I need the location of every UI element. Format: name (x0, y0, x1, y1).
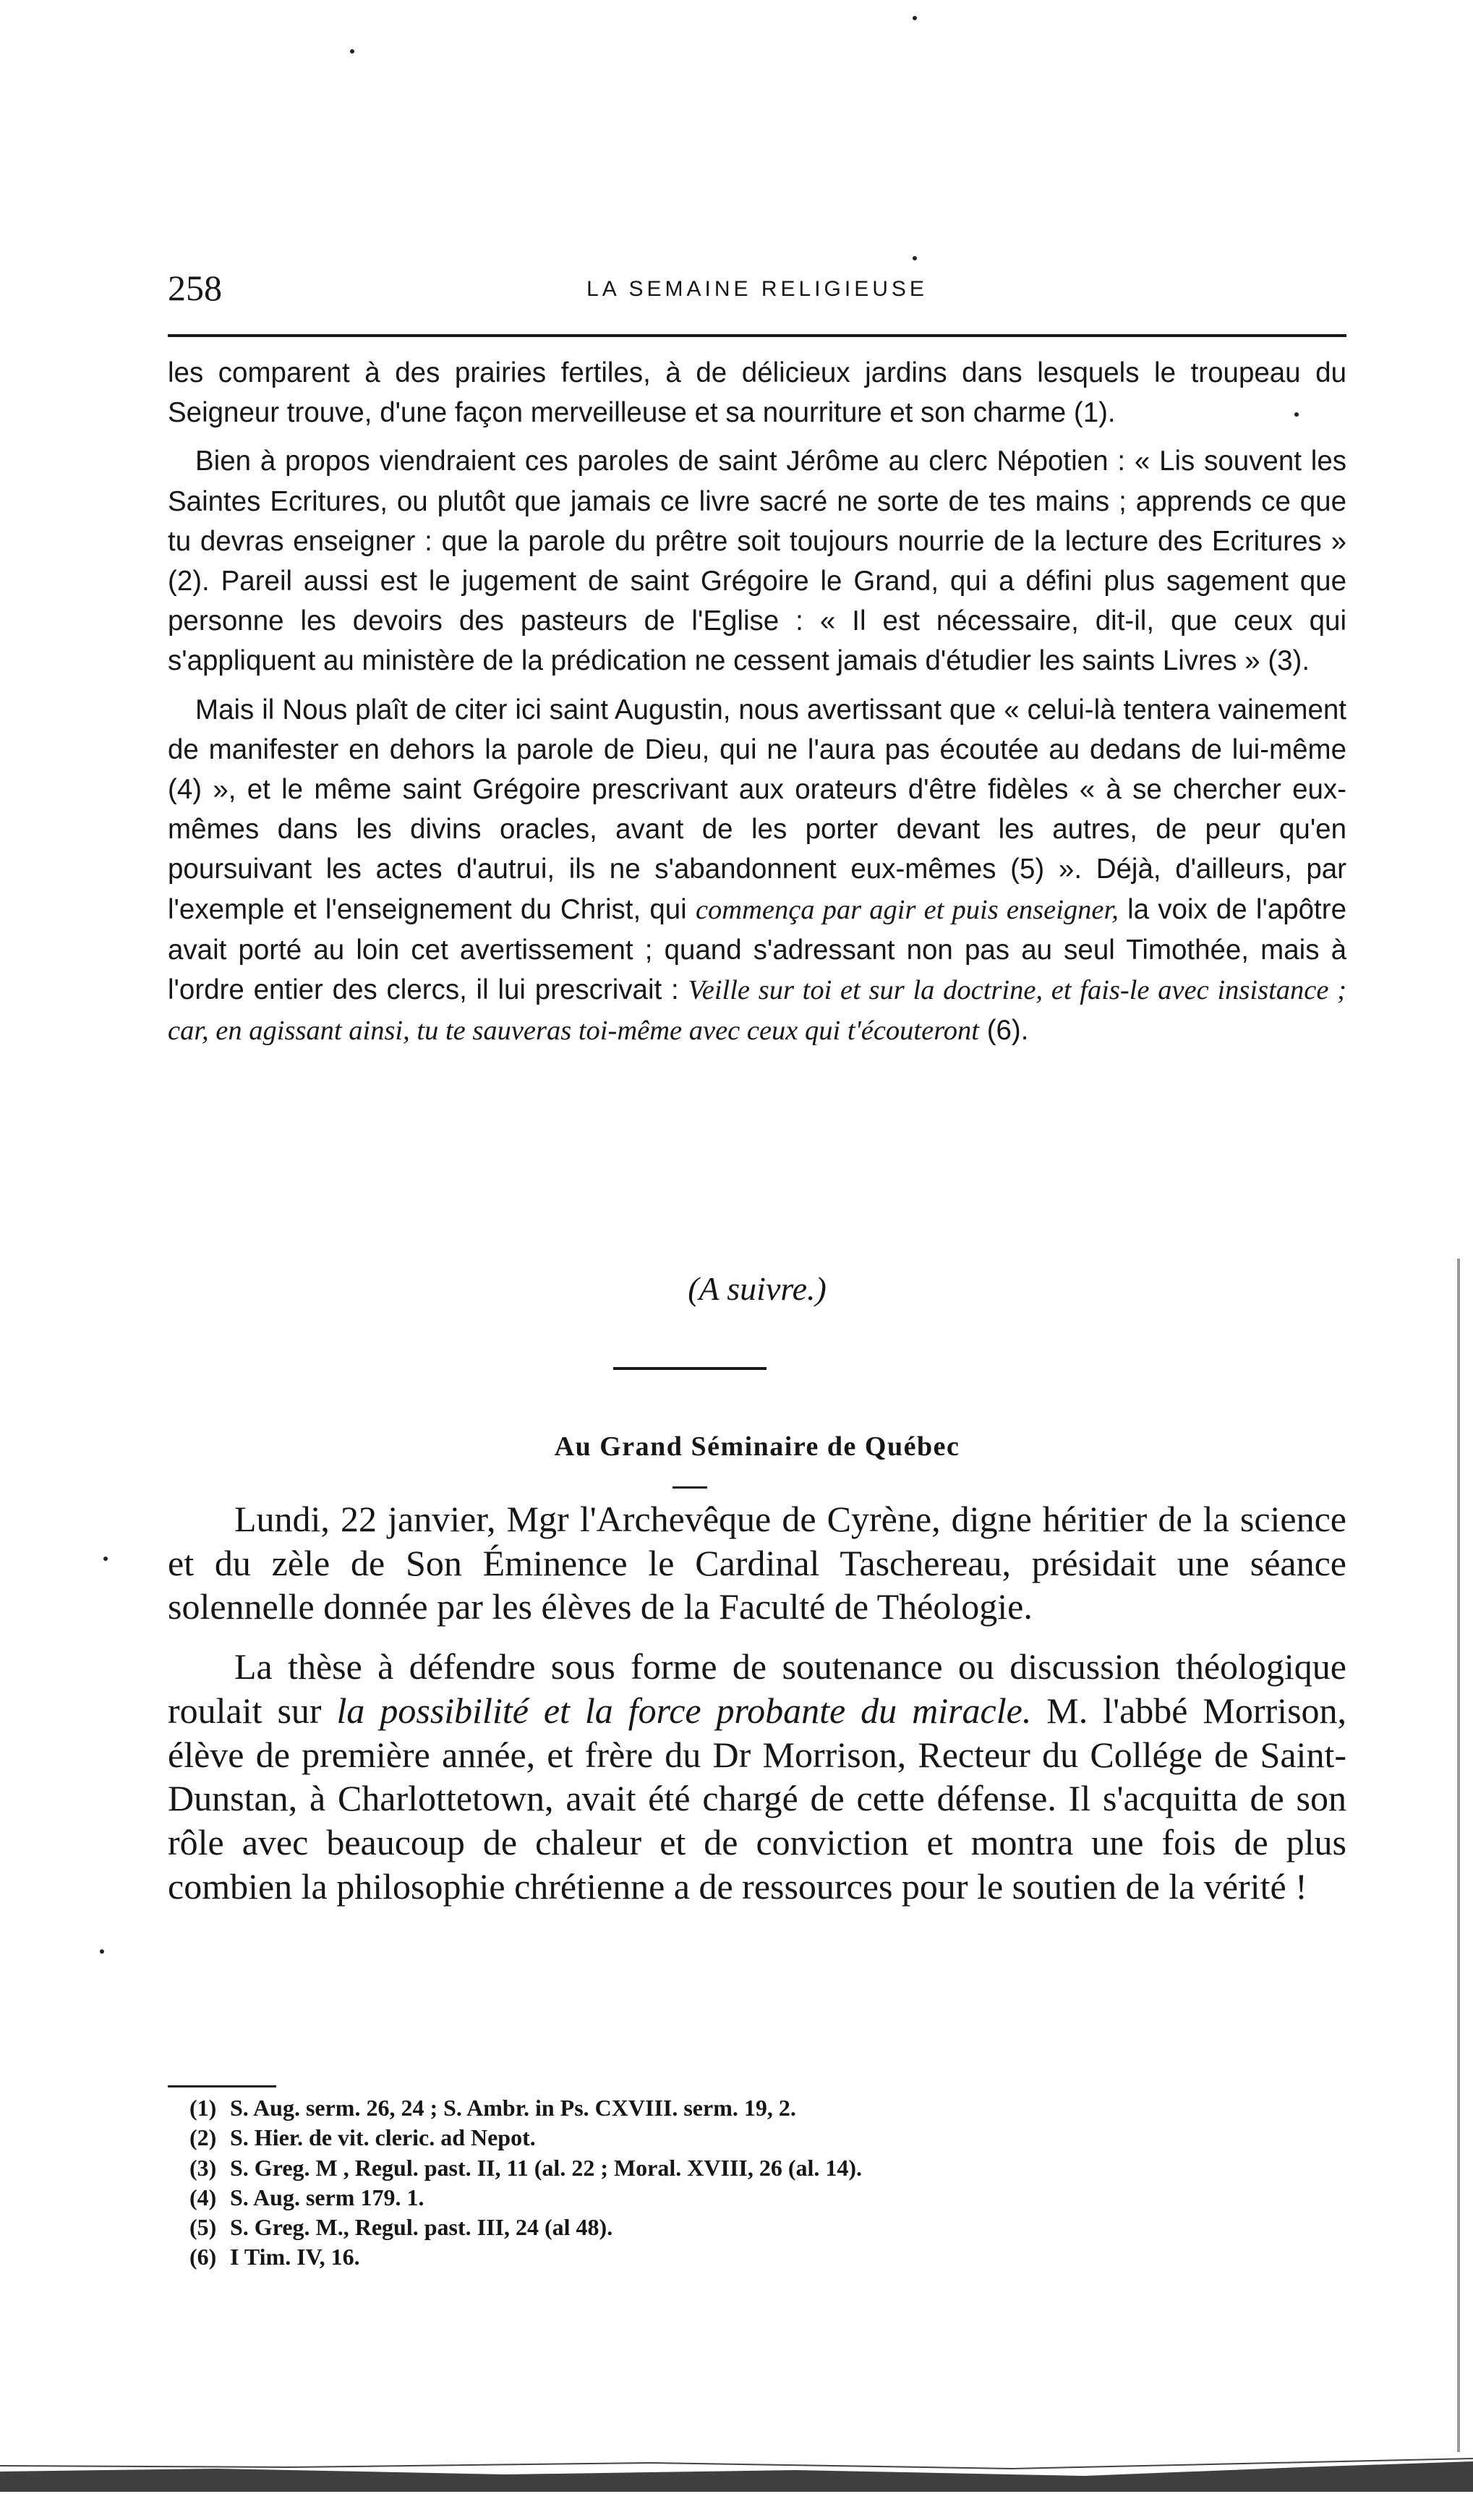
footnote-call: (6). (986, 1015, 1029, 1047)
footnote (189, 2183, 1274, 2213)
seminary-article (168, 1497, 1346, 1908)
scan-bottom-edge (0, 2456, 1473, 2492)
italic-topic: la possibilité et la force probante du miracle. (336, 1690, 1032, 1731)
header-rule (168, 334, 1346, 337)
footnote-rule (168, 2085, 276, 2087)
to-be-continued: (A suivre.) (688, 1270, 827, 1307)
page-header (168, 266, 1346, 310)
footnote (189, 2242, 1274, 2272)
paragraph-text: M. l'abbé Morrison, élève de première année, et frère du Dr Morrison, Recteur du Collége de Saint-Dunstan, à Charlottetown, avait été chargé de cette défense. Il s'acquitta de son rôle avec beaucoup de chaleur et de conviction et montra une fois de plus combien la philosophie chrétienne a de ressources pour le soutien de la vérité ! (168, 1690, 1347, 1907)
scan-speck (1294, 412, 1299, 417)
italic-quote: Veille sur toi et sur la doctrine, et fais-le avec insistance ; car, en agissant ainsi, tu te sauveras toi-même avec ceux qui t'écouteront (168, 975, 1346, 1047)
footnote-text: I Tim. IV, 16. (230, 2244, 360, 2270)
paragraph (168, 1497, 1346, 1629)
paragraph-text: La thèse à défendre sous forme de soutenance ou discussion théologique roulait sur (168, 1646, 1346, 1731)
paragraph (168, 441, 1346, 681)
scan-speck (913, 16, 917, 20)
scan-speck (100, 1949, 104, 1954)
footnote-number: (1) (189, 2095, 217, 2121)
page-number: 258 (168, 268, 222, 308)
italic-quote: commença par agir et puis enseigner, (695, 894, 1119, 925)
footnotes (189, 2093, 1274, 2273)
footnote-number: (2) (189, 2124, 217, 2151)
paragraph (168, 690, 1346, 1052)
footnote-number: (3) (189, 2154, 217, 2181)
footnote-text: S. Greg. M , Regul. past. II, 11 (al. 22 ; Moral. XVIII, 26 (al. 14). (230, 2154, 863, 2181)
scan-speck (350, 49, 354, 54)
paragraph-text: la voix de l'apôtre avait porté au loin cet avertissement ; quand s'adressant non pas au seul Timothée, mais à l'ordre entier des clercs, il lui prescrivait : (168, 893, 1346, 1006)
paragraph-text: les comparent à des prairies fertiles, à de délicieux jardins dans lesquels le troupeau du Seigneur trouve, d'une façon merveilleuse et sa nourriture et son charme (1). (168, 357, 1346, 429)
footnote-text: S. Greg. M., Regul. past. III, 24 (al 48). (230, 2214, 613, 2241)
paragraph (168, 1645, 1346, 1908)
footnote-text: S. Aug. serm 179. 1. (230, 2184, 424, 2210)
heading-dash (673, 1486, 707, 1489)
footnote-number: (6) (189, 2244, 217, 2270)
footnote (189, 2153, 1274, 2183)
section-heading: Au Grand Séminaire de Québec (554, 1431, 960, 1462)
scan-right-edge (1455, 1259, 1462, 2452)
footnote-text: S. Hier. de vit. cleric. ad Nepot. (230, 2124, 536, 2151)
paragraph (168, 353, 1346, 433)
footnote (189, 2093, 1274, 2123)
footnote (189, 2123, 1274, 2153)
scan-speck (913, 256, 917, 260)
footnote-number: (4) (189, 2184, 217, 2210)
running-head: LA SEMAINE RELIGIEUSE (586, 277, 928, 301)
footnote-number: (5) (189, 2214, 217, 2241)
paragraph-text: Mais il Nous plaît de citer ici saint Augustin, nous avertissant que « celui-là tentera vainement de manifester en dehors la parole de Dieu, qui ne l'aura pas écoutée au dedans de lui-même (4) », et le même saint Grégoire prescrivant aux orateurs d'être fidèles « à se chercher eux-mêmes dans les divins oracles, avant de les porter devant les autres, de peur qu'en poursuivant les actes d'autrui, ils ne s'abandonnent eux-mêmes (5) ». Déjà, d'ailleurs, par l'exemple et l'enseignement du Christ, qui (168, 694, 1346, 925)
paragraph-text: Bien à propos viendraient ces paroles de saint Jérôme au clerc Népotien : « Lis souvent les Saintes Ecritures, ou plutôt que jamais ce livre sacré ne sorte de tes mains ; apprends ce que tu devras enseigner : que la parole du prêtre soit toujours nourrie de la lecture des Ecritures » (2). Pareil aussi est le jugement de saint Grégoire le Grand, qui a défini plus sagement que personne les devoirs des pasteurs de l'Eglise : « Il est nécessaire, dit-il, que ceux qui s'appliquent au ministère de la prédication ne cessent jamais d'étudier les saints Livres » (3). (168, 446, 1346, 677)
footnote-text: S. Aug. serm. 26, 24 ; S. Ambr. in Ps. CXVIII. serm. 19, 2. (230, 2095, 796, 2121)
scan-speck (103, 1557, 108, 1561)
paragraph-text: Lundi, 22 janvier, Mgr l'Archevêque de Cyrène, digne héritier de la science et du zèle de Son Éminence le Cardinal Taschereau, présidait une séance solennelle donnée par les élèves de la Faculté de Théologie. (168, 1499, 1346, 1627)
section-separator (613, 1367, 767, 1370)
continued-article (168, 353, 1346, 1051)
footnote (189, 2213, 1274, 2242)
